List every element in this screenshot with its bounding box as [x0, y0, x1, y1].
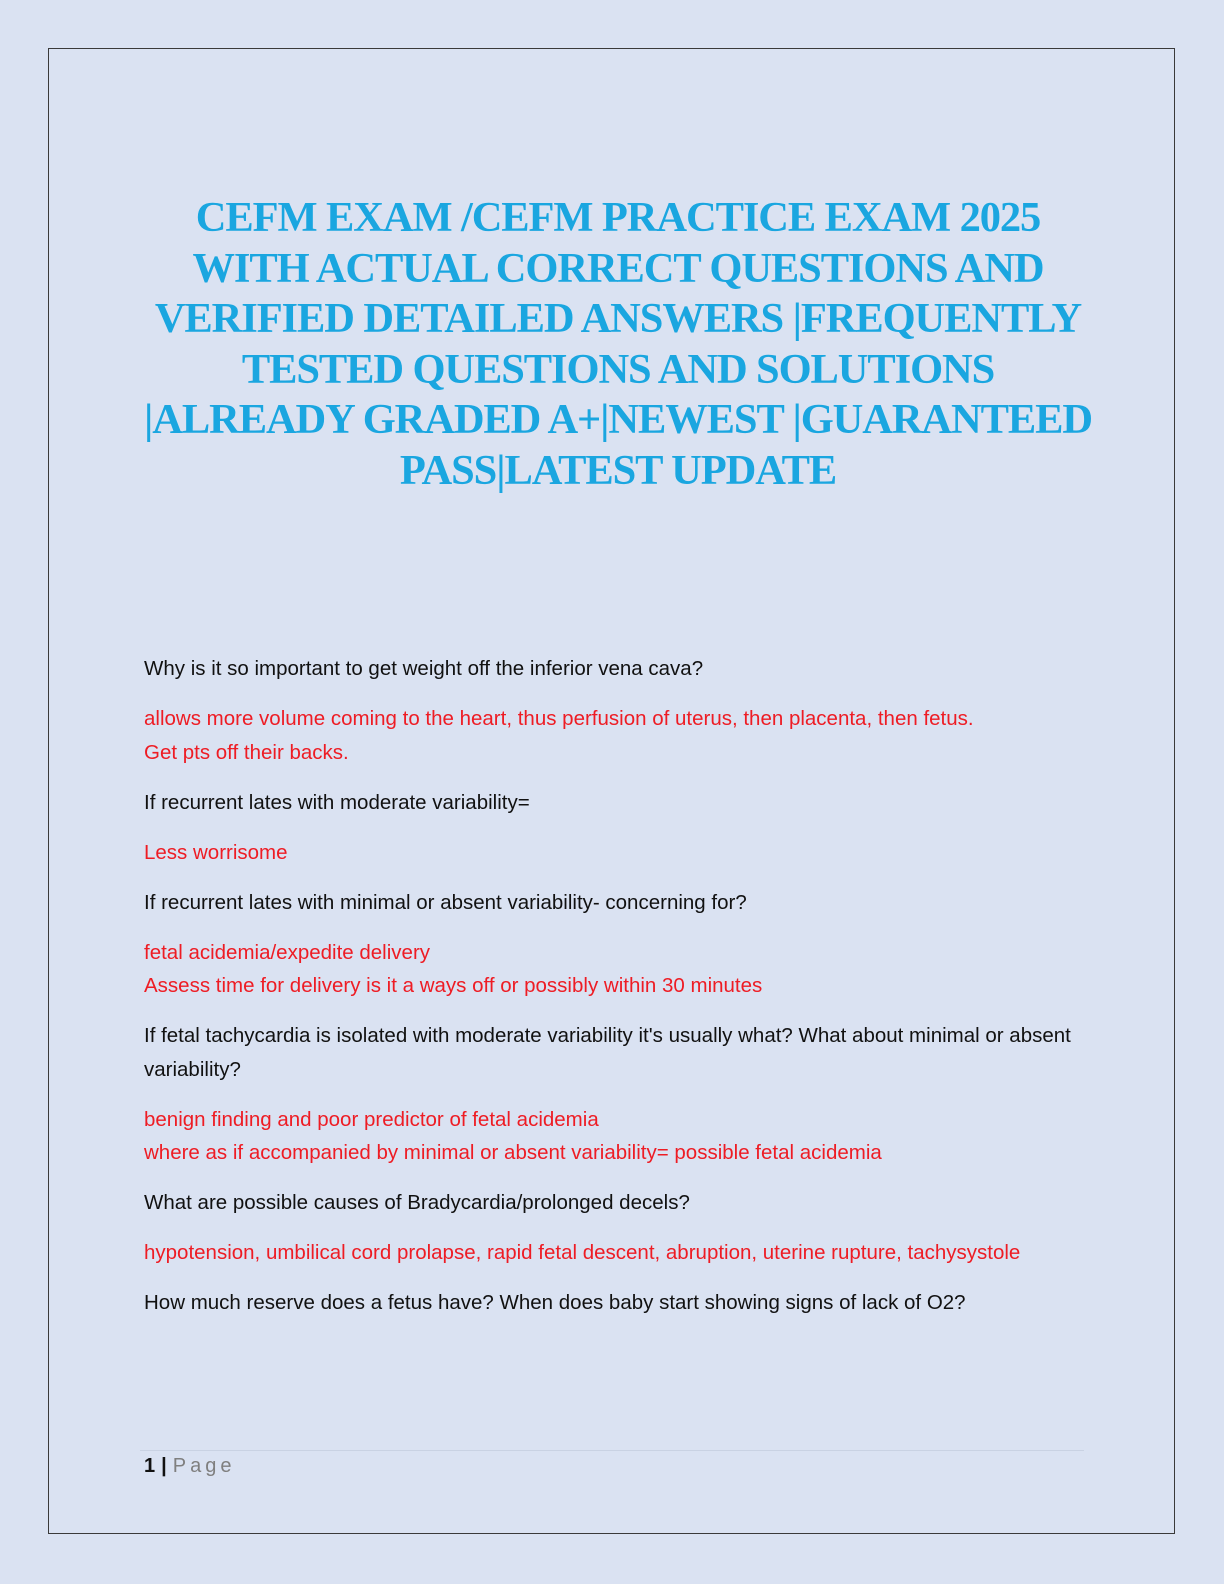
answer-3: fetal acidemia/expedite delivery Assess time for delivery is it a ways off or possibly within 30 minutes	[144, 940, 763, 997]
page-number: 1	[144, 1455, 156, 1477]
question-1: Why is it so important to get weight off the inferior vena cava?	[144, 657, 704, 680]
answer-1: allows more volume coming to the heart, thus perfusion of uterus, then placenta, then fetus. Get pts off their backs.	[144, 707, 974, 764]
page-footer	[144, 1452, 235, 1480]
answer-2: Less worrisome	[144, 840, 288, 864]
question-5: What are possible causes of Bradycardia/prolonged decels?	[144, 1191, 690, 1214]
qa-list	[144, 652, 1084, 1336]
document-title: CEFM EXAM /CEFM PRACTICE EXAM 2025 WITH ACTUAL CORRECT QUESTIONS AND VERIFIED DETAILED ANSWERS |FREQUENTLY TESTED QUESTIONS AND SOLUTIONS |ALREADY GRADED A+|NEWEST |GUARANTEED PASS|LATEST UPDATE	[144, 194, 1092, 494]
footer-divider	[140, 1450, 1084, 1451]
answer-5: hypotension, umbilical cord prolapse, rapid fetal descent, abruption, uterine rupture, tachysystole	[144, 1241, 1021, 1264]
question-4: If fetal tachycardia is isolated with moderate variability it's usually what? What about minimal or absent variability?	[144, 1024, 1071, 1081]
footer-separator: |	[161, 1455, 167, 1477]
page-label: Page	[172, 1455, 236, 1477]
question-3: If recurrent lates with minimal or absent variability- concerning for?	[144, 890, 747, 914]
question-2: If recurrent lates with moderate variability=	[144, 790, 530, 814]
answer-4: benign finding and poor predictor of fetal acidemia where as if accompanied by minimal or absent variability= possible fetal acidemia	[144, 1107, 882, 1164]
question-6: How much reserve does a fetus have? When does baby start showing signs of lack of O2?	[144, 1291, 966, 1314]
